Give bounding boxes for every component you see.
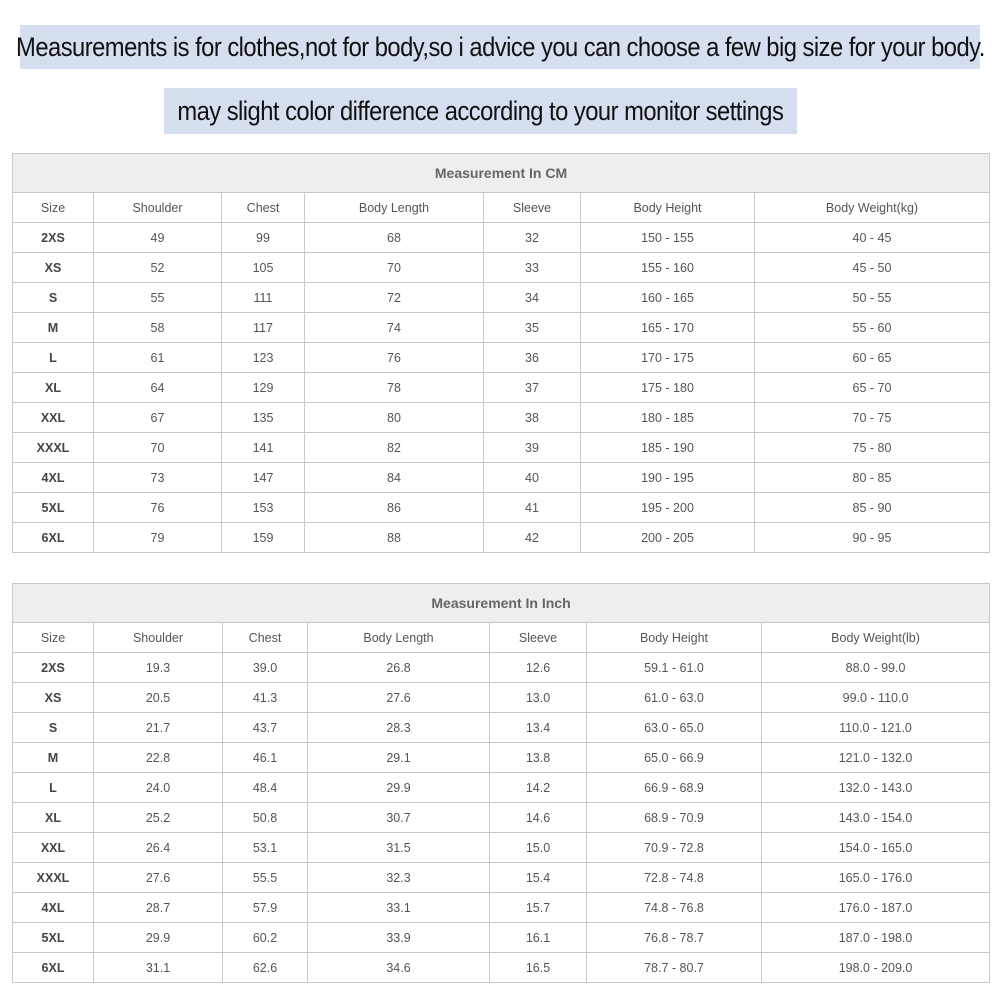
cell-shoulder: 21.7 xyxy=(94,713,223,743)
cell-shoulder: 22.8 xyxy=(94,743,223,773)
column-header-body-weight: Body Weight(lb) xyxy=(762,623,990,653)
notice-text-color: may slight color difference according to your monitor settings xyxy=(177,95,784,126)
cell-sleeve: 16.5 xyxy=(490,953,587,983)
cell-shoulder: 26.4 xyxy=(94,833,223,863)
table-row xyxy=(13,463,990,493)
column-header-body-height: Body Height xyxy=(587,623,762,653)
cell-body-weight: 40 - 45 xyxy=(755,223,990,253)
cell-body-height: 185 - 190 xyxy=(581,433,755,463)
column-header-body-length: Body Length xyxy=(305,193,484,223)
cell-chest: 111 xyxy=(222,283,305,313)
cell-chest: 55.5 xyxy=(223,863,308,893)
column-header-chest: Chest xyxy=(223,623,308,653)
cell-chest: 43.7 xyxy=(223,713,308,743)
cell-chest: 41.3 xyxy=(223,683,308,713)
cell-body-height: 78.7 - 80.7 xyxy=(587,953,762,983)
column-header-sleeve: Sleeve xyxy=(484,193,581,223)
cell-body-length: 76 xyxy=(305,343,484,373)
cell-sleeve: 34 xyxy=(484,283,581,313)
cell-shoulder: 25.2 xyxy=(94,803,223,833)
column-header-size: Size xyxy=(13,623,94,653)
cell-chest: 159 xyxy=(222,523,305,553)
cell-body-height: 200 - 205 xyxy=(581,523,755,553)
size-table-inch xyxy=(12,583,990,983)
cell-chest: 48.4 xyxy=(223,773,308,803)
cell-body-length: 30.7 xyxy=(308,803,490,833)
table-row xyxy=(13,523,990,553)
cell-body-weight: 132.0 - 143.0 xyxy=(762,773,990,803)
cell-chest: 46.1 xyxy=(223,743,308,773)
cell-size: XXL xyxy=(13,833,94,863)
table-row xyxy=(13,923,990,953)
cell-body-weight: 176.0 - 187.0 xyxy=(762,893,990,923)
cell-chest: 53.1 xyxy=(223,833,308,863)
cell-size: 6XL xyxy=(13,523,94,553)
cell-size: 5XL xyxy=(13,923,94,953)
cell-shoulder: 31.1 xyxy=(94,953,223,983)
cell-size: M xyxy=(13,743,94,773)
cell-sleeve: 35 xyxy=(484,313,581,343)
table-row xyxy=(13,743,990,773)
cell-chest: 50.8 xyxy=(223,803,308,833)
cell-body-height: 68.9 - 70.9 xyxy=(587,803,762,833)
cell-body-weight: 60 - 65 xyxy=(755,343,990,373)
cell-chest: 105 xyxy=(222,253,305,283)
cell-sleeve: 15.0 xyxy=(490,833,587,863)
cell-size: XXL xyxy=(13,403,94,433)
cell-size: M xyxy=(13,313,94,343)
cell-body-weight: 154.0 - 165.0 xyxy=(762,833,990,863)
cell-body-weight: 80 - 85 xyxy=(755,463,990,493)
cell-chest: 135 xyxy=(222,403,305,433)
cell-body-length: 29.9 xyxy=(308,773,490,803)
cell-body-length: 27.6 xyxy=(308,683,490,713)
cell-sleeve: 36 xyxy=(484,343,581,373)
cell-size: 5XL xyxy=(13,493,94,523)
cell-body-height: 155 - 160 xyxy=(581,253,755,283)
cell-sleeve: 16.1 xyxy=(490,923,587,953)
header-row xyxy=(13,193,990,223)
cell-body-weight: 65 - 70 xyxy=(755,373,990,403)
table-row xyxy=(13,283,990,313)
cell-sleeve: 14.6 xyxy=(490,803,587,833)
cell-size: L xyxy=(13,343,94,373)
cell-shoulder: 64 xyxy=(94,373,222,403)
cell-sleeve: 40 xyxy=(484,463,581,493)
cell-body-height: 59.1 - 61.0 xyxy=(587,653,762,683)
cell-body-length: 84 xyxy=(305,463,484,493)
table-row xyxy=(13,223,990,253)
cell-body-height: 61.0 - 63.0 xyxy=(587,683,762,713)
cell-sleeve: 41 xyxy=(484,493,581,523)
notice-text-measurements: Measurements is for clothes,not for body,so i advice you can choose a few big size for your body. xyxy=(15,31,985,62)
cell-body-weight: 143.0 - 154.0 xyxy=(762,803,990,833)
cell-chest: 123 xyxy=(222,343,305,373)
table-row xyxy=(13,313,990,343)
cell-body-height: 160 - 165 xyxy=(581,283,755,313)
cell-size: XS xyxy=(13,253,94,283)
cell-shoulder: 52 xyxy=(94,253,222,283)
cell-sleeve: 39 xyxy=(484,433,581,463)
cell-shoulder: 67 xyxy=(94,403,222,433)
cell-sleeve: 32 xyxy=(484,223,581,253)
cell-body-weight: 85 - 90 xyxy=(755,493,990,523)
cell-sleeve: 15.7 xyxy=(490,893,587,923)
table-row xyxy=(13,253,990,283)
cell-body-height: 170 - 175 xyxy=(581,343,755,373)
cell-body-height: 165 - 170 xyxy=(581,313,755,343)
cell-body-height: 175 - 180 xyxy=(581,373,755,403)
column-header-body-height: Body Height xyxy=(581,193,755,223)
table-row xyxy=(13,373,990,403)
cell-shoulder: 19.3 xyxy=(94,653,223,683)
table-row xyxy=(13,833,990,863)
cell-body-length: 32.3 xyxy=(308,863,490,893)
cell-shoulder: 61 xyxy=(94,343,222,373)
cell-size: S xyxy=(13,283,94,313)
cell-body-length: 29.1 xyxy=(308,743,490,773)
cell-body-length: 33.9 xyxy=(308,923,490,953)
cell-sleeve: 12.6 xyxy=(490,653,587,683)
table-title: Measurement In CM xyxy=(13,154,990,193)
cell-body-length: 74 xyxy=(305,313,484,343)
cell-chest: 57.9 xyxy=(223,893,308,923)
cell-size: L xyxy=(13,773,94,803)
cell-body-weight: 75 - 80 xyxy=(755,433,990,463)
cell-shoulder: 49 xyxy=(94,223,222,253)
cell-size: 4XL xyxy=(13,893,94,923)
cell-shoulder: 76 xyxy=(94,493,222,523)
column-header-shoulder: Shoulder xyxy=(94,623,223,653)
cell-chest: 141 xyxy=(222,433,305,463)
cell-body-length: 80 xyxy=(305,403,484,433)
cell-body-height: 66.9 - 68.9 xyxy=(587,773,762,803)
column-header-size: Size xyxy=(13,193,94,223)
cell-size: XL xyxy=(13,373,94,403)
column-header-chest: Chest xyxy=(222,193,305,223)
cell-body-length: 26.8 xyxy=(308,653,490,683)
table-row xyxy=(13,803,990,833)
cell-size: 2XS xyxy=(13,653,94,683)
cell-sleeve: 15.4 xyxy=(490,863,587,893)
table-row xyxy=(13,773,990,803)
notice-banner-measurements xyxy=(15,25,985,69)
cell-body-weight: 55 - 60 xyxy=(755,313,990,343)
column-header-shoulder: Shoulder xyxy=(94,193,222,223)
table-row xyxy=(13,433,990,463)
cell-body-height: 70.9 - 72.8 xyxy=(587,833,762,863)
table-body xyxy=(13,223,990,553)
cell-shoulder: 24.0 xyxy=(94,773,223,803)
cell-body-length: 82 xyxy=(305,433,484,463)
cell-body-weight: 198.0 - 209.0 xyxy=(762,953,990,983)
cell-body-length: 31.5 xyxy=(308,833,490,863)
cell-body-height: 63.0 - 65.0 xyxy=(587,713,762,743)
table-row xyxy=(13,713,990,743)
cell-chest: 117 xyxy=(222,313,305,343)
cell-chest: 99 xyxy=(222,223,305,253)
table-row xyxy=(13,403,990,433)
cell-sleeve: 13.8 xyxy=(490,743,587,773)
cell-shoulder: 28.7 xyxy=(94,893,223,923)
cell-body-length: 86 xyxy=(305,493,484,523)
cell-body-height: 76.8 - 78.7 xyxy=(587,923,762,953)
cell-chest: 153 xyxy=(222,493,305,523)
cell-body-weight: 70 - 75 xyxy=(755,403,990,433)
cell-body-height: 195 - 200 xyxy=(581,493,755,523)
cell-sleeve: 37 xyxy=(484,373,581,403)
table-row xyxy=(13,863,990,893)
cell-body-height: 65.0 - 66.9 xyxy=(587,743,762,773)
size-table-cm xyxy=(12,153,990,553)
cell-shoulder: 73 xyxy=(94,463,222,493)
cell-size: 4XL xyxy=(13,463,94,493)
table-row xyxy=(13,683,990,713)
cell-shoulder: 27.6 xyxy=(94,863,223,893)
cell-shoulder: 20.5 xyxy=(94,683,223,713)
cell-sleeve: 13.4 xyxy=(490,713,587,743)
cell-body-length: 72 xyxy=(305,283,484,313)
cell-shoulder: 79 xyxy=(94,523,222,553)
table-row xyxy=(13,343,990,373)
cell-body-weight: 121.0 - 132.0 xyxy=(762,743,990,773)
table-body xyxy=(13,653,990,983)
cell-body-length: 70 xyxy=(305,253,484,283)
cell-size: 2XS xyxy=(13,223,94,253)
cell-chest: 39.0 xyxy=(223,653,308,683)
cell-body-height: 150 - 155 xyxy=(581,223,755,253)
column-header-body-length: Body Length xyxy=(308,623,490,653)
notice-banner-color xyxy=(164,88,797,134)
cell-sleeve: 33 xyxy=(484,253,581,283)
cell-chest: 129 xyxy=(222,373,305,403)
cell-sleeve: 14.2 xyxy=(490,773,587,803)
cell-chest: 62.6 xyxy=(223,953,308,983)
cell-size: S xyxy=(13,713,94,743)
cell-body-length: 34.6 xyxy=(308,953,490,983)
cell-body-length: 88 xyxy=(305,523,484,553)
cell-body-length: 78 xyxy=(305,373,484,403)
cell-chest: 60.2 xyxy=(223,923,308,953)
cell-body-weight: 50 - 55 xyxy=(755,283,990,313)
cell-sleeve: 13.0 xyxy=(490,683,587,713)
cell-size: XS xyxy=(13,683,94,713)
cell-body-weight: 90 - 95 xyxy=(755,523,990,553)
cell-shoulder: 70 xyxy=(94,433,222,463)
cell-body-weight: 88.0 - 99.0 xyxy=(762,653,990,683)
cell-body-height: 190 - 195 xyxy=(581,463,755,493)
cell-size: XL xyxy=(13,803,94,833)
table-title: Measurement In Inch xyxy=(13,584,990,623)
table-row xyxy=(13,953,990,983)
cell-body-height: 74.8 - 76.8 xyxy=(587,893,762,923)
cell-body-weight: 110.0 - 121.0 xyxy=(762,713,990,743)
cell-size: XXXL xyxy=(13,863,94,893)
cell-size: XXXL xyxy=(13,433,94,463)
cell-body-height: 72.8 - 74.8 xyxy=(587,863,762,893)
column-header-sleeve: Sleeve xyxy=(490,623,587,653)
cell-body-length: 33.1 xyxy=(308,893,490,923)
cell-body-weight: 165.0 - 176.0 xyxy=(762,863,990,893)
cell-size: 6XL xyxy=(13,953,94,983)
cell-body-weight: 45 - 50 xyxy=(755,253,990,283)
cell-body-weight: 99.0 - 110.0 xyxy=(762,683,990,713)
table-row xyxy=(13,893,990,923)
cell-sleeve: 42 xyxy=(484,523,581,553)
table-row xyxy=(13,653,990,683)
table-row xyxy=(13,493,990,523)
header-row xyxy=(13,623,990,653)
cell-body-length: 68 xyxy=(305,223,484,253)
cell-body-height: 180 - 185 xyxy=(581,403,755,433)
cell-body-length: 28.3 xyxy=(308,713,490,743)
cell-shoulder: 55 xyxy=(94,283,222,313)
cell-body-weight: 187.0 - 198.0 xyxy=(762,923,990,953)
cell-shoulder: 58 xyxy=(94,313,222,343)
cell-sleeve: 38 xyxy=(484,403,581,433)
column-header-body-weight: Body Weight(kg) xyxy=(755,193,990,223)
cell-shoulder: 29.9 xyxy=(94,923,223,953)
cell-chest: 147 xyxy=(222,463,305,493)
